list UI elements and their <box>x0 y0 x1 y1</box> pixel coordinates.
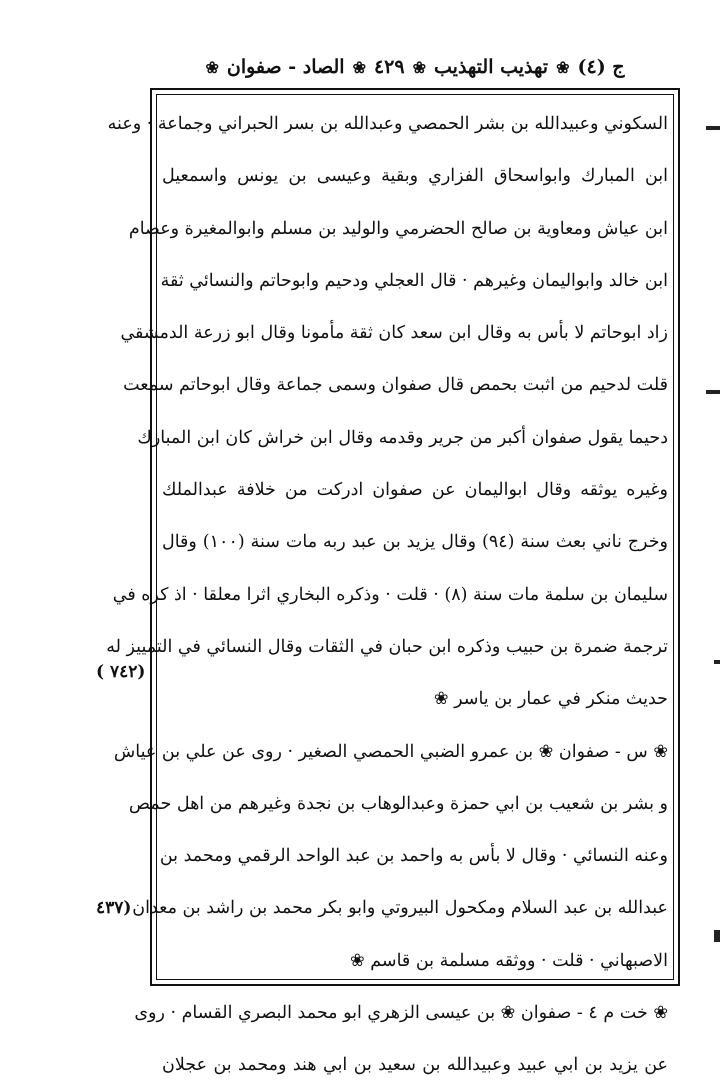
edge-mark <box>706 126 720 130</box>
text-line: عن يزيد بن ابي عبيد وعبيدالله بن سعيد بن ابي هند ومحمد بن عجلان <box>162 1055 668 1076</box>
text-line: وغيره يوثقه وقال ابواليمان عن صفوان ادركت من خلافة عبدالملك <box>162 480 668 501</box>
entry-heading-line: ❀ س - صفوان ❀ بن عمرو الضبي الحمصي الصغير · روى عن علي بن عياش <box>113 741 668 762</box>
text-line: وعنه النسائي · وقال لا بأس به واحمد بن عبد الواحد الرقمي ومحمد بن <box>159 846 668 867</box>
text-line: زاد ابوحاتم لا بأس به وقال ابن سعد كان ثقة مأمونا وقال ابو زرعة الدمشقي <box>120 323 668 344</box>
text-line: حديث منكر في عمار بن ياسر ❀ <box>433 689 668 710</box>
ornament-icon: ❀ <box>205 57 219 77</box>
text-line: سليمان بن سلمة مات سنة (٨) · قلت · وذكره البخاري اثرا معلقا · اذ كره في <box>112 584 668 605</box>
ornament-icon: ❀ <box>412 57 426 77</box>
book-title: تهذيب التهذيب <box>434 56 549 78</box>
text-line: السكوني وعبيدالله بن بشر الحمصي وعبدالله بن بسر الحبراني وجماعة · وعنه <box>107 114 668 134</box>
entry-heading-line: ❀ خت م ٤ - صفوان ❀ بن عيسى الزهري ابو محمد البصري القسام · روى <box>134 1003 668 1024</box>
page-header <box>150 50 680 84</box>
text-line: عبدالله بن عبد السلام ومكحول البيروتي وابو بكر محمد بن راشد بن معدان <box>132 898 668 919</box>
edge-mark <box>714 660 720 664</box>
ornament-icon: ❀ <box>556 57 570 77</box>
text-line: الاصبهاني · قلت · ووثقه مسلمة بن قاسم ❀ <box>350 950 668 971</box>
text-line: ابن المبارك وابواسحاق الفزاري وبقية وعيسى بن يونس واسمعيل <box>162 166 668 187</box>
entry-number-742: ( ٧٤٢) <box>96 662 146 682</box>
text-line: ابن خالد وابواليمان وغيرهم · قال العجلي ودحيم وابوحاتم والنسائي ثقة <box>160 270 668 291</box>
text-line: ابن عياش ومعاوية بن صالح الحضرمي والوليد بن مسلم وابوالمغيرة وعصام <box>128 218 668 239</box>
text-line: دحيما يقول صفوان أكبر من جرير وقدمه وقال ابن خراش كان ابن المبارك <box>137 427 668 448</box>
text-line: وخرج ناني بعث سنة (٩٤) وقال يزيد بن عبد ربه مات سنة (١٠٠) وقال <box>162 532 668 553</box>
entry-number-437: ٤٣٧) <box>96 898 132 918</box>
text-line: قلت لدحيم من اثبت بحمص قال صفوان وسمى جماعة وقال ابوحاتم سمعت <box>123 375 668 396</box>
text-line: و بشر بن شعيب بن ابي حمزة وعبدالوهاب بن نجدة وغيرهم من اهل حمص <box>128 793 668 814</box>
page-number: ٤٢٩ <box>373 56 405 78</box>
edge-mark <box>714 930 720 942</box>
section-title: الصاد - صفوان <box>226 56 345 78</box>
text-line: ترجمة ضمرة بن حبيب وذكره ابن حبان في الثقات وقال النسائي في التمييز له <box>106 636 668 657</box>
edge-mark <box>706 390 720 394</box>
volume-label: ج (٤) <box>577 56 625 78</box>
ornament-icon: ❀ <box>352 57 366 77</box>
